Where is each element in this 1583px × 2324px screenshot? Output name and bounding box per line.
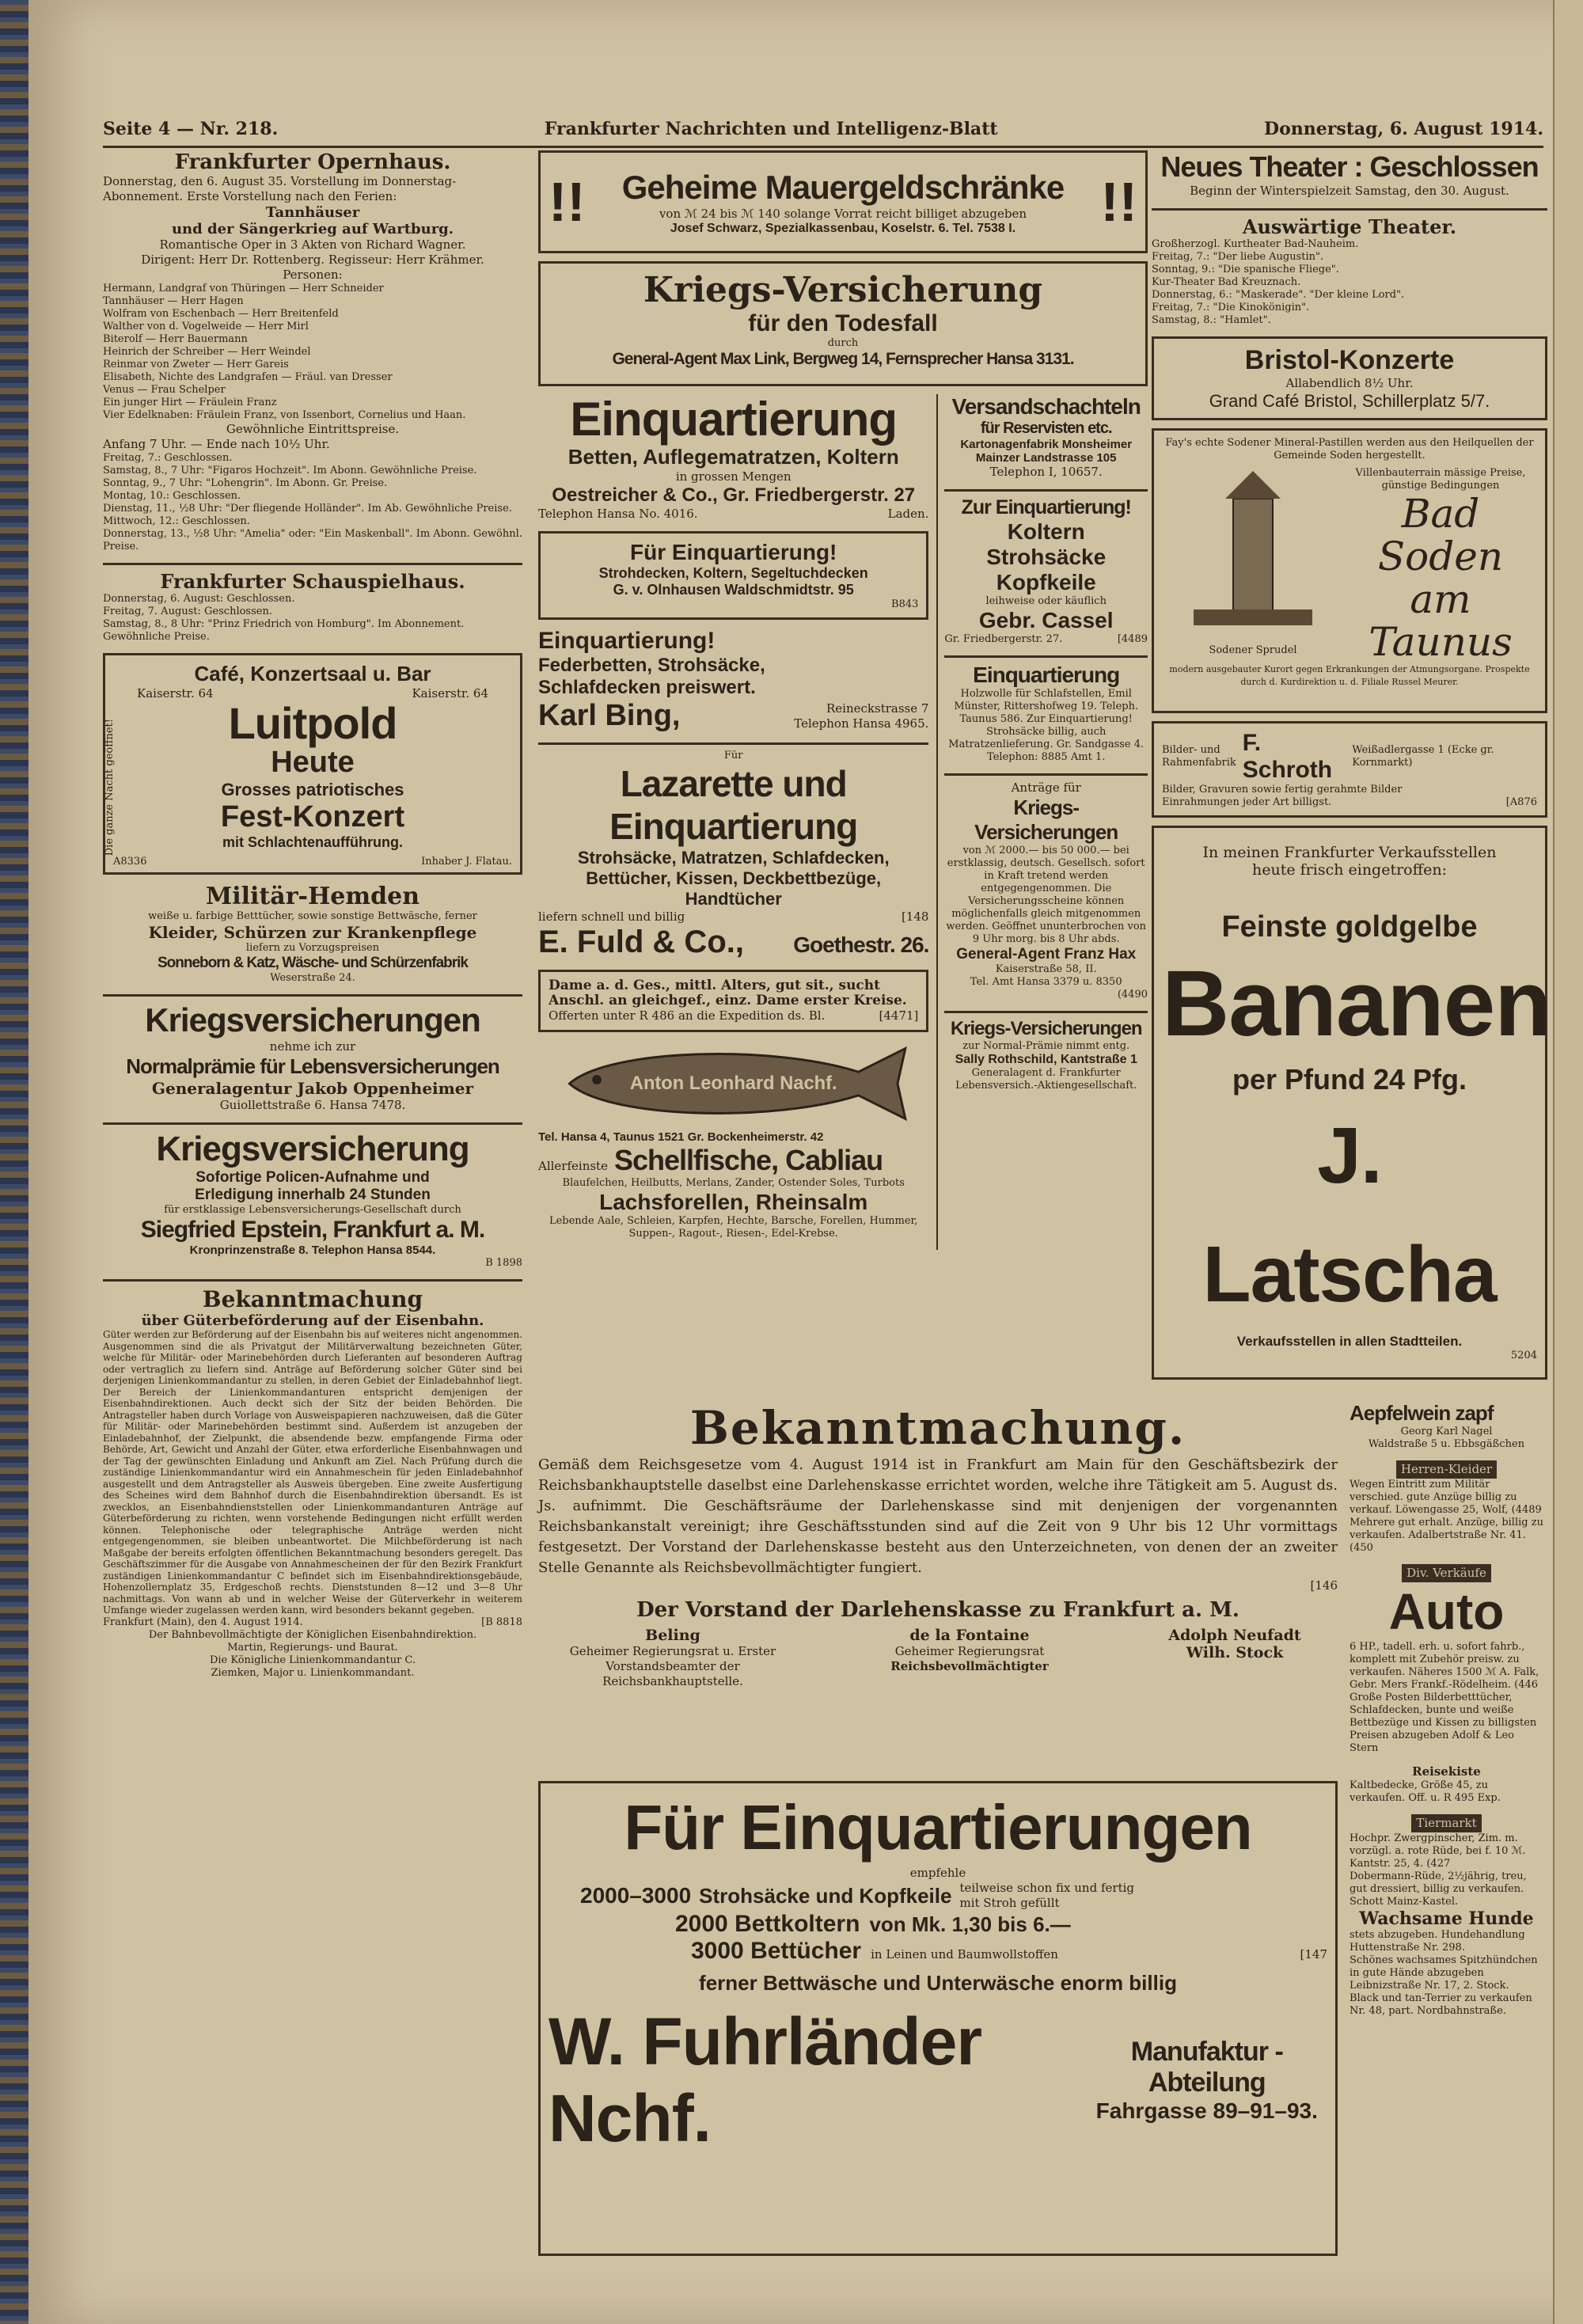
apfel-title: Aepfelwein zapf xyxy=(1350,1401,1494,1425)
bahn-sig3: Die Königliche Linienkommandantur C. xyxy=(209,1654,416,1666)
dame-l3: Offerten unter R 486 an die Expedition ds. Bl. xyxy=(549,1008,826,1023)
luitpold-left-addr: Kaiserstr. 64 xyxy=(137,686,214,701)
sig-stock: Wilh. Stock xyxy=(1186,1644,1284,1661)
schedule-line: Freitag, 7.: Geschlossen. xyxy=(103,452,233,464)
fuld-ref: [148 xyxy=(901,909,929,924)
luitpold-ad xyxy=(103,653,522,875)
hax-head: Anträge für xyxy=(1011,780,1081,795)
schauspiel-listing xyxy=(103,570,522,644)
opera-subtitle: und der Sängerkrieg auf Wartburg. xyxy=(171,221,454,237)
fuhrlaender-title: Für Einquartierungen xyxy=(624,1792,1252,1863)
kvers1-l2: Normalprämie für Lebensversicherungen xyxy=(126,1054,499,1078)
adjacent-page-edge xyxy=(1553,0,1583,2324)
hemden-ad xyxy=(103,883,522,985)
tier-body3: stets abzugeben. Hundehandlung Huttenstraße Nr. 298. xyxy=(1350,1929,1525,1954)
kriegsvers-sub: für den Todesfall xyxy=(748,310,938,336)
bing-ad xyxy=(538,628,928,733)
cast-line: Biterolf — Herr Bauermann xyxy=(103,333,248,345)
cast-line: Ein junger Hirt — Fräulein Franz xyxy=(103,397,277,408)
cassel-l1: Koltern xyxy=(1007,519,1085,544)
versand-l4: Telephon I, 10657. xyxy=(989,465,1103,479)
sig-beling: Beling xyxy=(645,1627,700,1644)
soden-top: Fay's echte Sodener Mineral-Pastillen werden aus den Heilquellen der Gemeinde Soden hergestellt. xyxy=(1165,437,1534,461)
cassel-ad xyxy=(944,496,1148,646)
schroth-l2: Einrahmungen jeder Art billigst. xyxy=(1162,796,1332,808)
versand-l3: Mainzer Landstrasse 105 xyxy=(975,451,1117,465)
opera-schedule xyxy=(103,452,522,553)
fuhrlaender-dept: Manufaktur - Abteilung xyxy=(1130,2037,1283,2098)
ausw-line: Samstag, 8.: "Hamlet". xyxy=(1152,314,1271,326)
einq1-l2: in grossen Mengen xyxy=(675,469,792,484)
schauspiel-line: Samstag, 8., 8 Uhr: "Prinz Friedrich von Homburg". Im Abonnement. Gewöhnliche Preise. xyxy=(103,618,465,643)
kvers1-title: Kriegsversicherungen xyxy=(145,1001,480,1039)
cast-line: Reinmar von Zweter — Herr Gareis xyxy=(103,359,289,370)
fuhrlaender-l1b: Strohsäcke und Kopfkeile xyxy=(699,1883,952,1908)
opera-listing xyxy=(103,150,522,553)
bing-title: Einquartierung! xyxy=(538,628,716,654)
herren-body: Wegen Eintritt zum Militär verschied. gute Anzüge billig zu verkauf. Löwengasse 25, Wolf, (4489 xyxy=(1350,1479,1542,1516)
dame-l2: Anschl. an gleichgef., einz. Dame erster Kreise. xyxy=(549,993,907,1008)
olnhausen-l1: Strohdecken, Koltern, Segeltuchdecken xyxy=(598,565,868,581)
dame-ref: [4471] xyxy=(879,1008,919,1023)
kvers2-l5: Kronprinzenstraße 8. Telephon Hansa 8544. xyxy=(189,1244,436,1257)
kvers2-title: Kriegsversicherung xyxy=(156,1130,469,1168)
cassel-l3: Kopfkeile xyxy=(996,570,1096,594)
mauer-ad xyxy=(538,150,1148,253)
herren-body2: Mehrere gut erhalt. Anzüge, billig zu verkaufen. Adalbertstraße Nr. 41. (450 xyxy=(1350,1517,1543,1554)
schroth-left1: Bilder- und xyxy=(1162,744,1220,756)
fuhrlaender-l2a: 2000 Bettkoltern xyxy=(675,1911,860,1937)
classifieds-column xyxy=(1350,1401,1543,2027)
schedule-line: Donnerstag, 13., ½8 Uhr: "Amelia" oder: "Ein Maskenball". Im Abonn. Gewöhnl. Preise. xyxy=(103,528,522,553)
neues-title: Neues Theater : Geschlossen xyxy=(1160,150,1539,183)
sig-fontaine-title: Geheimer Regierungsrat xyxy=(894,1644,1045,1658)
bing-addr: Reineckstrasse 7 xyxy=(826,701,929,716)
cassel-l5: Gebr. Cassel xyxy=(978,608,1114,632)
kvers2-ref: B 1898 xyxy=(485,1257,522,1269)
soden-bottom: modern ausgebauter Kurort gegen Erkrankungen der Atmungsorgane. Prospekte durch d. Kurdirektion u. d. Filiale Russel Meurer. xyxy=(1169,664,1530,687)
ausw-line: Freitag, 7.: "Die Kinokönigin". xyxy=(1152,302,1310,313)
ausw-line: Großherzogl. Kurtheater Bad-Nauheim. xyxy=(1152,238,1359,250)
bing-name: Karl Bing, xyxy=(538,699,681,732)
fuhrlaender-l1a: 2000–3000 xyxy=(580,1883,692,1908)
middle-row-1-right xyxy=(936,394,1148,1250)
fuld-l1: Strohsäcke, Matratzen, Schlafdecken, Bettücher, Kissen, Deckbettbezüge, Handtücher xyxy=(577,848,890,909)
versand-l2: Kartonagenfabrik Monsheimer xyxy=(960,438,1133,451)
div-body: 6 HP., tadell. erh. u. sofort fahrb., komplett mit Zubehör preisw. zu verkaufen. Näheres 1500 ℳ A. Falk, Gebr. Mers Frankf.-Rödelheim. (446 xyxy=(1350,1641,1539,1691)
luitpold-grand: Grosses patriotisches xyxy=(221,780,404,799)
muenster-ad xyxy=(944,663,1148,764)
rothschild-l1: zur Normal-Prämie nimmt entg. xyxy=(962,1040,1130,1052)
darlehen-board: Der Vorstand der Darlehenskasse zu Frankfurt a. M. xyxy=(636,1598,1239,1622)
hax-title: Kriegs-Versicherungen xyxy=(974,796,1118,844)
einq1-l1: Betten, Auflegematratzen, Koltern xyxy=(568,445,899,469)
dame-l1: Dame a. d. Ges., mittl. Alters, gut sit., sucht xyxy=(549,978,880,993)
einq1-l5: Laden. xyxy=(887,507,929,521)
kvers1-l1: nehme ich zur xyxy=(269,1039,356,1054)
bahn-sig2: Martin, Regierungs- und Baurat. xyxy=(227,1641,398,1654)
soden-ad xyxy=(1152,428,1547,713)
middle-row-1 xyxy=(538,394,1148,1250)
bing-l2: Schlafdecken preiswert. xyxy=(538,677,756,698)
bristol-title: Bristol-Konzerte xyxy=(1244,345,1455,375)
schroth-left2: Rahmenfabrik xyxy=(1162,757,1236,769)
apfelwein-ad xyxy=(1350,1401,1543,1451)
leonhard-l4: Lebende Aale, Schleien, Karpfen, Hechte, Barsche, Forellen, Hummer, Suppen-, Ragout-, Riesen-, Edel-Krebse. xyxy=(549,1215,918,1240)
tier-body2: Dobermann-Rüde, 2½jährig, treu, gut dressiert, billig zu verkaufen. Schott Mainz-Kastel. xyxy=(1350,1870,1527,1908)
rothschild-l2: Sally Rothschild, Kantstraße 1 xyxy=(955,1053,1137,1066)
fuld-name: E. Fuld & Co., xyxy=(538,925,744,959)
fuhrlaender-addr: Fahrgasse 89–91–93. xyxy=(1095,2098,1318,2123)
fuhrlaender-l3a: 3000 Bettücher xyxy=(691,1938,862,1964)
kriegsvers-durch: durch xyxy=(827,337,859,349)
header-right: Donnerstag, 6. August 1914. xyxy=(1263,119,1543,139)
kvers1-l4: Guiollettstraße 6. Hansa 7478. xyxy=(219,1098,406,1112)
hemden-l2: Kleider, Schürzen zur Krankenpflege xyxy=(148,923,477,942)
cast-line: Walther von d. Vogelweide — Herr Mirl xyxy=(103,321,309,332)
kriegsvers-agent: General-Agent Max Link, Bergweg 14, Fernsprecher Hansa 3131. xyxy=(612,350,1074,368)
olnhausen-ref: B843 xyxy=(891,598,919,610)
hax-body: von ℳ 2000.— bis 50 000.— bei erstklassig, deutsch. Gesellsch. sofort in Kraft tretend werden entgegengenommen. Die Versicherungsscheine können möglichenfalls gleich mitgenommen werden. Geöffnet ununterbrochen von 9 Uhr morg. bis 8 Uhr abds. xyxy=(946,845,1147,945)
ausw-title: Auswärtige Theater. xyxy=(1242,215,1457,238)
schedule-line: Sonntag, 9., 7 Uhr: "Lohengrin". Im Abonn. Gr. Preise. xyxy=(103,477,388,489)
schroth-ref: [A876 xyxy=(1505,796,1537,808)
leonhard-title: Schellfische, Cabliau xyxy=(613,1144,883,1176)
leonhard-tel: Tel. Hansa 4, Taunus 1521 Gr. Bockenheimerstr. 42 xyxy=(538,1130,824,1144)
header-left: Seite 4 — Nr. 218. xyxy=(103,119,279,139)
fuld-title: Lazarette und Einquartierung xyxy=(609,763,858,847)
sig-fontaine: de la Fontaine xyxy=(909,1627,1030,1644)
middle-row-1-left xyxy=(538,394,928,1250)
auswaertige-theater xyxy=(1152,215,1547,327)
apfel-l2: Waldstraße 5 u. Ebbsgäßchen xyxy=(1368,1438,1525,1450)
luitpold-side-text: Die ganze Nacht geöffnet! xyxy=(104,719,116,856)
cassel-l2: Strohsäcke xyxy=(986,545,1107,569)
cast-line: Wolfram von Eschenbach — Herr Breitenfeld xyxy=(103,308,339,320)
dame-ad xyxy=(538,970,928,1032)
mauer-bang-right: !! xyxy=(1100,171,1137,233)
tier-section xyxy=(1350,1814,1543,2018)
latscha-l3: Feinste goldgelbe xyxy=(1221,910,1478,944)
cast-line: Elisabeth, Nichte des Landgrafen — Fräul. van Dresser xyxy=(103,371,393,383)
darlehen-ref: [146 xyxy=(1310,1578,1338,1593)
olnhausen-l2: G. v. Olnhausen Waldschmidtstr. 95 xyxy=(613,582,854,598)
fuhrlaender-name: W. Fuhrländer Nchf. xyxy=(549,2004,982,2155)
tier-title: Wachsame Hunde xyxy=(1359,1908,1534,1929)
mauer-l1: von ℳ 24 bis ℳ 140 solange Vorrat reicht billiget abzugeben xyxy=(659,206,1027,221)
tier-body5: Black und tan-Terrier zu verkaufen Nr. 48, part. Nordbahnstraße. xyxy=(1350,1992,1532,2017)
cassel-l4: leihweise oder käuflich xyxy=(985,595,1107,607)
kvers1-l3: Generalagentur Jakob Oppenheimer xyxy=(151,1079,474,1098)
tier-body4: Schönes wachsames Spitzhündchen in gute Hände abzugeben Leibnizstraße Nr. 17, 2. Stock. xyxy=(1350,1954,1538,1992)
bristol-ad xyxy=(1152,336,1547,420)
fuhrlaender-ref: [147 xyxy=(1300,1947,1327,1961)
herren-section xyxy=(1350,1460,1543,1555)
leonhard-l2: Blaufelchen, Heilbutts, Merlans, Zander, Ostender Soles, Turbots xyxy=(562,1177,905,1189)
kvers2-l4: Siegfried Epstein, Frankfurt a. M. xyxy=(140,1217,485,1243)
ausw-line: Sonntag, 9.: "Die spanische Fliege". xyxy=(1152,264,1339,275)
opera-direction: Dirigent: Herr Dr. Rottenberg. Regisseur: Herr Krähmer. xyxy=(141,253,484,267)
neues-theater xyxy=(1152,150,1547,199)
einq1-l3: Oestreicher & Co., Gr. Friedbergerstr. 27 xyxy=(552,484,916,506)
rothschild-l3: Generalagent d. Frankfurter Lebensversich.-Aktiengesellschaft. xyxy=(955,1067,1137,1092)
bing-l1: Federbetten, Strohsäcke, xyxy=(538,655,765,676)
tier-head: Tiermarkt xyxy=(1411,1814,1481,1832)
kvers1-ad xyxy=(103,1001,522,1113)
div-title: Auto xyxy=(1388,1583,1505,1640)
fuld-ad xyxy=(538,750,928,960)
bristol-l1: Allabendlich 8½ Uhr. xyxy=(1285,376,1414,390)
opera-persons-head: Personen: xyxy=(283,268,343,282)
fuhrlaender-l3b: in Leinen und Baumwollstoffen xyxy=(871,1947,1058,1961)
hemden-l4: Sonneborn & Katz, Wäsche- und Schürzenfabrik xyxy=(158,955,468,971)
tier-body: Hochpr. Zwergpinscher, Zim. m. vorzügl. a. rote Rüde, bei f. 10 ℳ. Kantstr. 25, 4. (427 xyxy=(1350,1832,1526,1870)
einq1-title: Einquartierung xyxy=(570,393,898,446)
bahn-sig1: Der Bahnbevollmächtigte der Königlichen Eisenbahndirektion. xyxy=(148,1628,477,1641)
fountain-illustration xyxy=(1162,467,1344,641)
opera-cast xyxy=(103,283,522,422)
ausw-line: Donnerstag, 6.: "Maskerade". "Der kleine Lord". xyxy=(1152,289,1405,301)
cast-line: Heinrich der Schreiber — Herr Weindel xyxy=(103,346,311,358)
schedule-line: Dienstag, 11., ½8 Uhr: "Der fliegende Holländer". Im Ab. Gewöhnliche Preise. xyxy=(103,503,512,515)
mauer-bang-left: !! xyxy=(549,171,586,233)
opera-title: Frankfurter Opernhaus. xyxy=(174,150,451,174)
herren-head: Herren-Kleider xyxy=(1396,1460,1497,1479)
opera-play: Tannhäuser xyxy=(265,204,360,221)
bahn-notice xyxy=(103,1286,522,1680)
latscha-l2: heute frisch eingetroffen: xyxy=(1252,861,1447,879)
latscha-ad xyxy=(1152,826,1551,1380)
schroth-addr: Weißadlergasse 1 (Ecke gr. Kornmarkt) xyxy=(1352,744,1494,769)
neues-sub: Beginn der Winterspielzeit Samstag, den 30. August. xyxy=(1190,184,1509,198)
bristol-l2: Grand Café Bristol, Schillerplatz 5/7. xyxy=(1209,391,1490,411)
mauer-title: Geheime Mauergeldschränke xyxy=(621,168,1065,206)
reisekist-head: Reisekiste xyxy=(1412,1764,1481,1779)
versand-l1: für Reservisten etc. xyxy=(980,420,1112,437)
sig-neufadt: Adolph Neufadt xyxy=(1168,1627,1301,1644)
cast-line: Venus — Frau Schelper xyxy=(103,384,226,396)
opera-intro: Donnerstag, den 6. August 35. Vorstellung im Donnerstag-Abonnement. Erste Vorstellung nach den Ferien: xyxy=(103,174,457,203)
luitpold-owner: Inhaber J. Flatau. xyxy=(421,856,512,868)
hax-ad xyxy=(944,780,1148,1001)
rothschild-title: Kriegs-Versicherungen xyxy=(950,1018,1142,1039)
fuhrlaender-empf: empfehle xyxy=(909,1866,966,1880)
kriegsvers-ad xyxy=(538,261,1148,386)
cast-line: Tannhäuser — Herr Hagen xyxy=(103,295,244,307)
schauspiel-line: Freitag, 7. August: Geschlossen. xyxy=(103,606,272,617)
opera-prices: Gewöhnliche Eintrittspreise. xyxy=(226,422,400,436)
bahn-body: Güter werden zur Beförderung auf der Eisenbahn bis auf weiteres nicht angenommen. Ausgenommen sind die als Privatgut der Militärverwaltung bezeichneten Güter, welche für Militär- oder Marinebehörden durch Lieferanten auf besonderen Auftrag oder vertraglich zu liefern sind. Anträge auf Beförderung solcher Güter sind bei derjenigen Linienkommandantur zu stellen, in deren Gebiet der Einladebahnhof liegt. Der Bereich der Linienkommandanturen entspricht demjenigen der Eisenbahndirektionen. Auch deckt sich der Sitz der beiden Behörden. Die Antragsteller haben durch Vorlage von Ausweispapieren nachzuweisen, daß die Güter für Militär- oder Marinebehörden bestimmt sind. Außerdem ist anzugeben der Einladebahnhof, der Zielpunkt, die absendende bezw. empfangende Firma oder Behörde, Art, Gewicht und Anzahl der Güter, etwa erforderliche Eisenbahnwagen und der Tag der gewünschten Einladung und Ankunft am Ziel. Nach Prüfung durch die zuständige Linienkommandantur wird ein Annahmeschein für jeden Einladebahnhof ausgestellt und dem Antragsteller als Ausweis übergeben. Eine zweite Ausfertigung des Scheines wird dem Bahnhof durch die Eisenbahndirektion übersandt. Es ist zwecklos, an Eisenbahndienststellen oder Linienkommandanturen Anträge auf Güterbeförderung zu richten, wenn vorstehende Bedingungen nicht erfüllt werden können. Telephonische oder telegraphische Anträge werden nicht entgegengenommen, sie bleiben unbeantwortet. Die Milchbeförderung ist nach Maßgabe der bereits erfolgten öffentlichen Bekanntmachung besonders geregelt. Das Geschäftszimmer für die Ausgabe von Annahmescheinen der für den Bezirk Frankfurt zuständigen Linienkommandantur C befindet sich im Eisenbahndirektionsgebäude, Hohenzollernplatz 35, Erdgeschoß rechts. Dienststunden 8—12 und 3—8 Uhr nachmittags. Von wann ab und in welcher Weise der Güterverkehr in weiterem Umfange wieder zugelassen werden kann, wird besonders bekannt gegeben. xyxy=(103,1329,522,1616)
bahn-title: Bekanntmachung xyxy=(202,1286,423,1312)
latscha-title: Bananen xyxy=(1162,951,1551,1056)
schroth-name: F. Schroth xyxy=(1242,730,1333,783)
schauspiel-title: Frankfurter Schauspielhaus. xyxy=(160,570,465,593)
fuld-l2: liefern schnell und billig xyxy=(538,909,685,924)
luitpold-ref: A8336 xyxy=(113,856,147,868)
opera-desc: Romantische Oper in 3 Akten von Richard Wagner. xyxy=(159,237,466,252)
column-left xyxy=(103,150,522,1689)
hemden-title: Militär-Hemden xyxy=(206,883,419,910)
olnhausen-title: Für Einquartierung! xyxy=(630,540,837,564)
sig-fontaine-role: Reichsbevollmächtigter xyxy=(890,1659,1049,1673)
fuhrlaender-l1c: teilweise schon fix und fertig mit Stroh gefüllt xyxy=(959,1881,1134,1910)
reisekiste-section xyxy=(1350,1764,1543,1805)
div-section xyxy=(1350,1564,1543,1755)
schedule-line: Montag, 10.: Geschlossen. xyxy=(103,490,241,502)
div-head: Div. Verkäufe xyxy=(1402,1564,1491,1582)
hax-l2: Kaiserstraße 58, II. xyxy=(995,963,1097,975)
darlehen-notice xyxy=(538,1401,1338,1689)
opera-times: Anfang 7 Uhr. — Ende nach 10½ Uhr. xyxy=(103,437,330,451)
schedule-line: Samstag, 8., 7 Uhr: "Figaros Hochzeit". Im Abonn. Gewöhnliche Preise. xyxy=(103,465,477,477)
soden-right: Villenbauterrain mässige Preise, günstige Bedingungen xyxy=(1355,467,1526,492)
olnhausen-ad xyxy=(538,531,928,620)
hemden-l5: Weserstraße 24. xyxy=(270,972,355,984)
hax-l3: Tel. Amt Hansa 3379 u. 8350 xyxy=(970,976,1122,988)
luitpold-right-addr: Kaiserstr. 64 xyxy=(412,686,488,701)
leonhard-ad xyxy=(538,1040,928,1240)
column-right xyxy=(1152,150,1551,1388)
fuhrlaender-ad xyxy=(538,1781,1338,2256)
soden-sprudel: Sodener Sprudel xyxy=(1209,644,1297,656)
cassel-ref: [4489 xyxy=(1117,633,1148,645)
darlehen-signatures xyxy=(538,1627,1338,1689)
fuld-addr: Goethestr. 26. xyxy=(793,932,929,957)
soden-title: Bad Soden am Taunus xyxy=(1369,491,1513,665)
hax-ref: (4490 xyxy=(1117,989,1148,1001)
muenster-title: Einquartierung xyxy=(973,663,1120,687)
fuhrlaender-l2b: von Mk. 1,30 bis 6.— xyxy=(869,1912,1071,1936)
cassel-l6: Gr. Friedbergerstr. 27. xyxy=(944,633,1063,645)
bahn-sub: über Güterbeförderung auf der Eisenbahn. xyxy=(141,1312,484,1329)
einq1-ad xyxy=(538,394,928,522)
latscha-l4: Verkaufsstellen in allen Stadtteilen. xyxy=(1236,1334,1463,1349)
luitpold-concert: Fest-Konzert xyxy=(220,800,405,834)
book-binding xyxy=(0,0,28,2324)
hax-l1: General-Agent Franz Hax xyxy=(956,946,1137,963)
fuhrlaender-l4: ferner Bettwäsche und Unterwäsche enorm billig xyxy=(699,1971,1177,1995)
cast-line: Hermann, Landgraf von Thüringen — Herr Schneider xyxy=(103,283,384,294)
leonhard-l3: Lachsforellen, Rheinsalm xyxy=(599,1190,868,1214)
schroth-l1: Bilder, Gravuren sowie fertig gerahmte Bilder xyxy=(1162,784,1403,796)
bahn-ref: [B 8818 xyxy=(481,1616,522,1628)
sig-beling-title: Geheimer Regierungsrat u. Erster Vorstandsbeamter der Reichsbankhauptstelle. xyxy=(569,1644,776,1688)
darlehen-body: Gemäß dem Reichsgesetze vom 4. August 1914 ist in Frankfurt am Main für den Geschäftsbezirk der Reichsbankhauptstelle daselbst eine Darlehenskasse errichtet worden, welche ihre Tätigkeit am 5. August ds. Js. aufnimmt. Die Geschäftsräume der Darlehenskasse sind mit denjenigen der vorgenannten Reichsbankanstalt vereinigt; ihre Geschäftsstunden sind auf die Zeit von 9 Uhr bis 12 Uhr vormittags festgesetzt. Der Vorstand der Darlehenskasse besteht aus den Unterzeichneten, von denen der an zweiter Stelle Genannte als Reichsbevollmächtigter fungiert. xyxy=(538,1456,1338,1576)
bahn-place: Frankfurt (Main), den 4. August 1914. xyxy=(103,1616,303,1628)
page-header xyxy=(103,119,1543,148)
mauer-l2: Josef Schwarz, Spezialkassenbau, Koselstr. 6. Tel. 7538 I. xyxy=(670,221,1016,235)
cassel-title: Zur Einquartierung! xyxy=(961,496,1131,518)
kvers2-l2: Erledigung innerhalb 24 Stunden xyxy=(195,1187,431,1203)
kvers2-ad xyxy=(103,1130,522,1270)
latscha-name: J. Latscha xyxy=(1202,1111,1497,1319)
rothschild-ad xyxy=(944,1018,1148,1092)
luitpold-top: Café, Konzertsaal u. Bar xyxy=(194,662,431,685)
column-middle xyxy=(538,150,1148,1250)
hemden-l3: liefern zu Vorzugspreisen xyxy=(245,942,380,954)
versand-title: Versandschachteln xyxy=(951,394,1141,419)
fish-illustration xyxy=(538,1040,928,1127)
schedule-line: Mittwoch, 12.: Geschlossen. xyxy=(103,515,250,527)
kvers2-l1: Sofortige Policen-Aufnahme und xyxy=(196,1169,430,1186)
cast-line: Vier Edelknaben: Fräulein Franz, von Issenbort, Cornelius und Haan. xyxy=(103,409,466,421)
fish-text: Anton Leonhard Nachf. xyxy=(629,1073,837,1094)
kvers2-l3: für erstklassige Lebensversicherungs-Gesellschaft durch xyxy=(164,1204,461,1216)
leonhard-l1: Allerfeinste xyxy=(538,1159,608,1173)
luitpold-today: Heute xyxy=(271,746,355,779)
versand-ad xyxy=(944,394,1148,480)
apfel-l1: Georg Karl Nagel xyxy=(1400,1426,1493,1437)
latscha-price: per Pfund 24 Pfg. xyxy=(1232,1063,1467,1096)
ausw-line: Freitag, 7.: "Der liebe Augustin". xyxy=(1152,251,1324,263)
schauspiel-line: Donnerstag, 6. August: Geschlossen. xyxy=(103,593,295,605)
header-center: Frankfurter Nachrichten und Intelligenz-Blatt xyxy=(544,119,998,139)
schroth-ad xyxy=(1152,721,1547,818)
latscha-l1: In meinen Frankfurter Verkaufsstellen xyxy=(1202,844,1497,861)
fuld-fuer: Für xyxy=(723,750,743,761)
kriegsvers-title: Kriegs-Versicherung xyxy=(643,270,1043,310)
bing-tel: Telephon Hansa 4965. xyxy=(794,716,929,731)
einq1-l4: Telephon Hansa No. 4016. xyxy=(538,507,698,521)
bahn-sig4: Ziemken, Major u. Linienkommandant. xyxy=(211,1666,415,1679)
ausw-line: Kur-Theater Bad Kreuznach. xyxy=(1152,276,1301,288)
latscha-ref: 5204 xyxy=(1510,1350,1537,1361)
darlehen-title: Bekanntmachung. xyxy=(689,1401,1186,1455)
div-body2: Große Posten Bilderbetttücher, Schlafdecken, bunte und weiße Bettbezüge und Kissen zu billigsten Preisen abzugeben Adolf & Leo Stern xyxy=(1350,1692,1537,1754)
muenster-body: Holzwolle für Schlafstellen, Emil Münster, Rittershofweg 19. Teleph. Taunus 586. Zur Einquartierung! Strohsäcke billig, auch Matratzenlieferung. Gr. Sandgasse 4. Telephon: 8885 Amt 1. xyxy=(948,688,1145,763)
reisekist-body: Kaltbedecke, Größe 45, zu verkaufen. Off. u. R 495 Exp. xyxy=(1350,1779,1501,1804)
luitpold-name: Luitpold xyxy=(228,698,397,748)
hemden-l1: weiße u. farbige Betttücher, sowie sonstige Bettwäsche, ferner xyxy=(148,910,477,922)
luitpold-sub: mit Schlachtenaufführung. xyxy=(222,834,403,850)
